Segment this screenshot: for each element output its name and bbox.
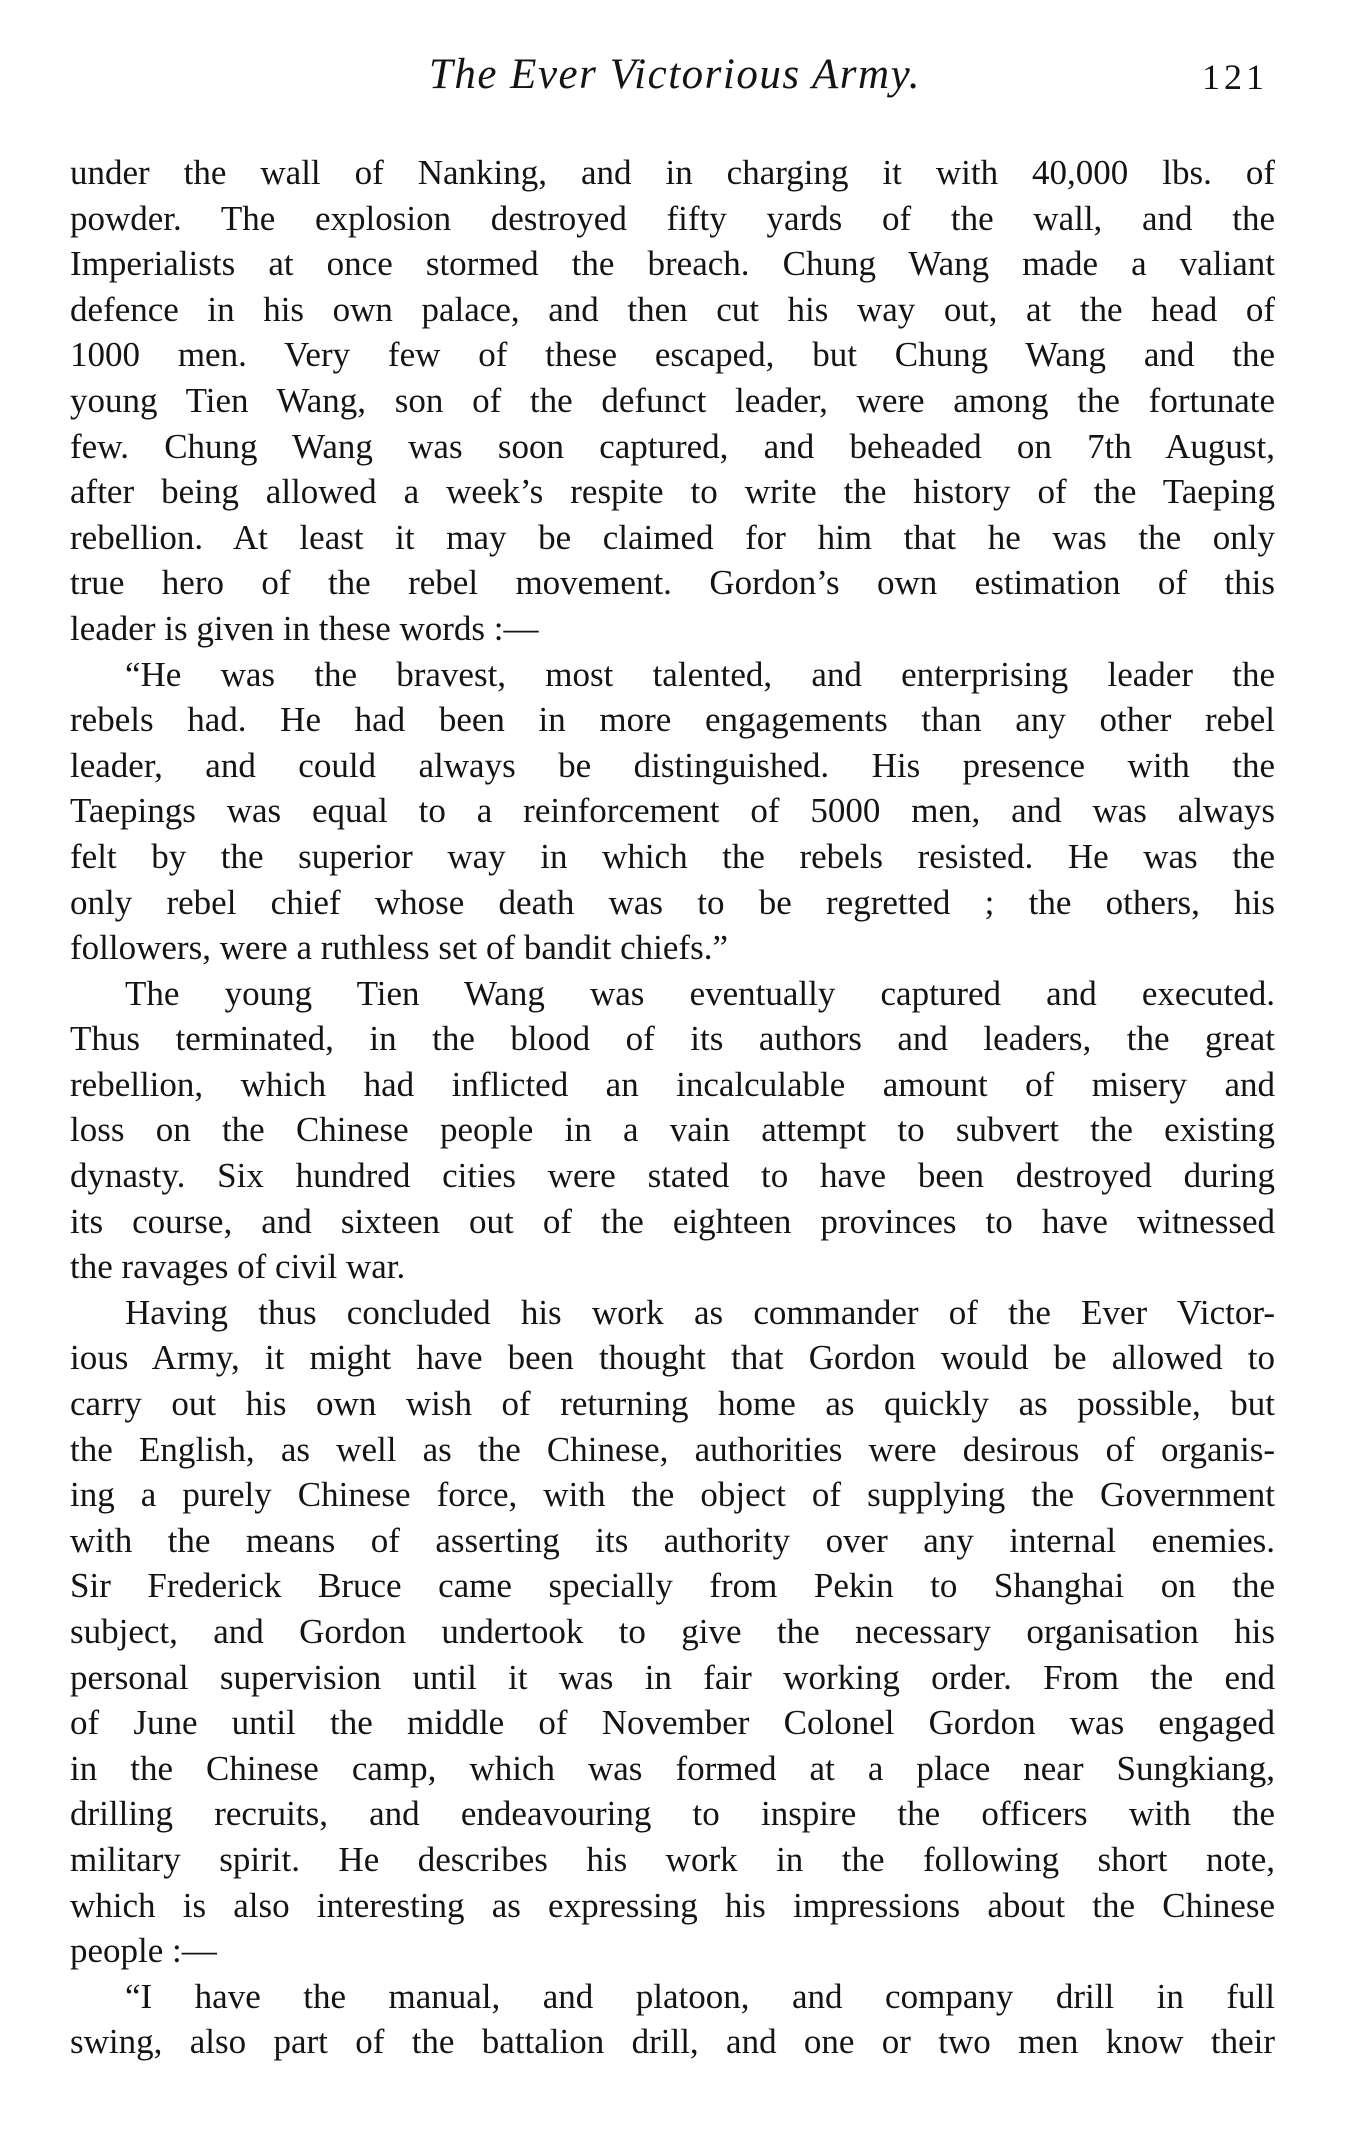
text-line: the ravages of civil war. bbox=[70, 1247, 406, 1287]
text-line: Taepings was equal to a reinforcement of 5000 men, and was always bbox=[70, 791, 1275, 831]
text-line: Having thus concluded his work as commander of the Ever Victor- bbox=[125, 1292, 1275, 1332]
text-line: under the wall of Nanking, and in charging it with 40,000 lbs. of bbox=[70, 153, 1275, 192]
text-line: true hero of the rebel movement. Gordon’s own estimation of this bbox=[70, 563, 1275, 603]
text-line: “I have the manual, and platoon, and company drill in full bbox=[125, 1976, 1275, 2016]
text-line: young Tien Wang, son of the defunct leader, were among the fortunate bbox=[70, 380, 1275, 420]
text-line: ious Army, it might have been thought that Gordon would be allowed to bbox=[70, 1338, 1275, 1378]
text-line: after being allowed a week’s respite to write the history of the Taeping bbox=[70, 472, 1275, 512]
text-line: rebels had. He had been in more engagements than any other rebel bbox=[70, 700, 1275, 740]
text-line: the English, as well as the Chinese, authorities were desirous of organis- bbox=[70, 1429, 1275, 1469]
text-line: in the Chinese camp, which was formed at a place near Sungkiang, bbox=[70, 1748, 1275, 1788]
text-line: personal supervision until it was in fair working order. From the end bbox=[70, 1657, 1275, 1697]
page-number: 121 bbox=[1202, 57, 1268, 97]
text-line: dynasty. Six hundred cities were stated to have been destroyed during bbox=[70, 1156, 1275, 1196]
text-line: 1000 men. Very few of these escaped, but Chung Wang and the bbox=[70, 335, 1275, 375]
text-line: ing a purely Chinese force, with the object of supplying the Government bbox=[70, 1475, 1275, 1515]
text-line: loss on the Chinese people in a vain attempt to subvert the existing bbox=[70, 1110, 1275, 1150]
text-line: defence in his own palace, and then cut his way out, at the head of bbox=[70, 289, 1275, 329]
text-line: swing, also part of the battalion drill, and one or two men know their bbox=[70, 2022, 1275, 2062]
text-line: The young Tien Wang was eventually captured and executed. bbox=[125, 973, 1275, 1013]
text-line: Sir Frederick Bruce came specially from Pekin to Shanghai on the bbox=[70, 1566, 1275, 1606]
text-line: powder. The explosion destroyed fifty yards of the wall, and the bbox=[70, 198, 1275, 238]
text-line: felt by the superior way in which the rebels resisted. He was the bbox=[70, 836, 1275, 876]
running-head bbox=[70, 50, 1280, 110]
body-text bbox=[70, 150, 1275, 2065]
text-line: only rebel chief whose death was to be regretted ; the others, his bbox=[70, 882, 1275, 922]
text-line: few. Chung Wang was soon captured, and beheaded on 7th August, bbox=[70, 426, 1275, 466]
text-line: military spirit. He describes his work in the following short note, bbox=[70, 1839, 1275, 1879]
text-line: people :— bbox=[70, 1931, 217, 1971]
running-title: The Ever Victorious Army. bbox=[428, 51, 922, 98]
text-line: rebellion, which had inflicted an incalculable amount of misery and bbox=[70, 1064, 1275, 1104]
text-line: carry out his own wish of returning home as quickly as possible, but bbox=[70, 1384, 1275, 1424]
text-line: with the means of asserting its authority over any internal enemies. bbox=[70, 1520, 1275, 1560]
text-line: Thus terminated, in the blood of its authors and leaders, the great bbox=[70, 1019, 1275, 1059]
text-line: leader, and could always be distinguished. His presence with the bbox=[70, 745, 1275, 785]
text-line: subject, and Gordon undertook to give the necessary organisation his bbox=[70, 1612, 1275, 1651]
text-line: leader is given in these words :— bbox=[70, 608, 539, 648]
text-line: drilling recruits, and endeavouring to inspire the officers with the bbox=[70, 1794, 1275, 1834]
text-line: its course, and sixteen out of the eighteen provinces to have witnessed bbox=[70, 1201, 1275, 1241]
text-line: of June until the middle of November Colonel Gordon was engaged bbox=[70, 1703, 1275, 1743]
text-line: followers, were a ruthless set of bandit chiefs.” bbox=[70, 928, 728, 968]
text-line: Imperialists at once stormed the breach. Chung Wang made a valiant bbox=[70, 244, 1275, 284]
text-line: “He was the bravest, most talented, and enterprising leader the bbox=[125, 654, 1275, 694]
text-line: rebellion. At least it may be claimed for him that he was the only bbox=[70, 517, 1275, 557]
text-line: which is also interesting as expressing his impressions about the Chinese bbox=[70, 1885, 1275, 1925]
